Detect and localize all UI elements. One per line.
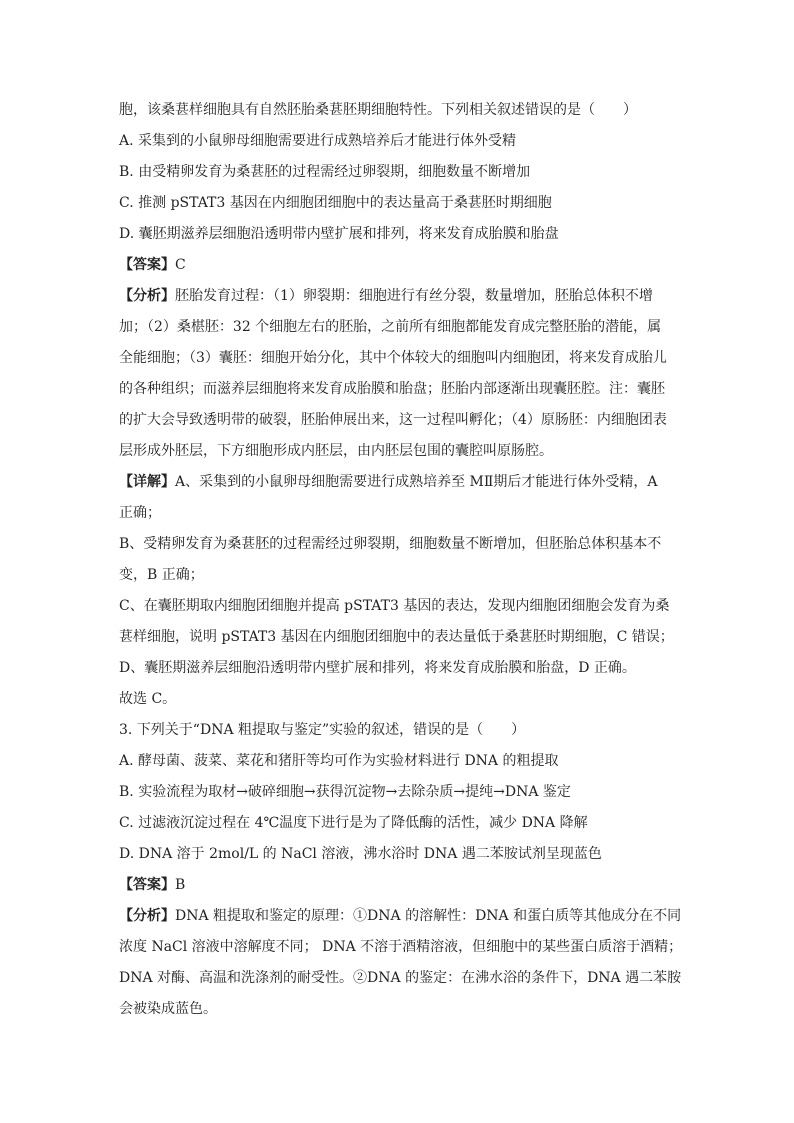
text-line <box>119 627 679 658</box>
text-line <box>119 596 679 627</box>
line-text: 会被染成蓝色。 <box>119 1001 217 1017</box>
section-tag: 【分析】 <box>119 288 175 304</box>
text-line <box>119 317 679 348</box>
line-text: B. 由受精卵发育为桑葚胚的过程需经过卵裂期，细胞数量不断增加 <box>119 164 531 180</box>
text-line <box>119 348 679 379</box>
line-text: A、采集到的小鼠卵母细胞需要进行成熟培养至 MⅡ期后才能进行体外受精，A <box>175 474 658 490</box>
text-line <box>119 689 679 720</box>
line-text: D. 囊胚期滋养层细胞沿透明带内壁扩展和排列，将来发育成胎膜和胎盘 <box>119 226 559 242</box>
line-text: 的各种组织；而滋养层细胞将来发育成胎膜和胎盘；胚胎内部逐渐出现囊胚腔。注：囊胚 <box>119 381 665 397</box>
line-text: C. 推测 pSTAT3 基因在内细胞团细胞中的表达量高于桑葚胚时期细胞 <box>119 195 552 211</box>
text-line <box>119 131 679 162</box>
line-text: 的扩大会导致透明带的破裂，胚胎伸展出来，这一过程叫孵化；（4）原肠胚：内细胞团表 <box>119 412 667 428</box>
section-tag: 【答案】 <box>119 877 175 893</box>
text-line <box>119 379 679 410</box>
text-line <box>119 968 682 999</box>
document-body <box>119 100 683 1030</box>
line-text: C <box>175 257 186 273</box>
text-line <box>119 813 679 844</box>
line-text: A. 酵母菌、菠菜、菜花和猪肝等均可作为实验材料进行 DNA 的粗提取 <box>119 753 559 769</box>
text-line <box>119 720 679 751</box>
text-line <box>119 565 679 596</box>
line-text: C. 过滤液沉淀过程在 4℃温度下进行是为了降低酶的活性，减少 DNA 降解 <box>119 815 588 831</box>
text-line <box>119 503 679 534</box>
line-text: 胚胎发育过程：（1）卵裂期：细胞进行有丝分裂，数量增加，胚胎总体积不增 <box>175 288 653 304</box>
line-text: D. DNA 溶于 2mol/L 的 NaCl 溶液，沸水浴时 DNA 遇二苯胺试剂呈现蓝色 <box>119 846 602 862</box>
line-text: 故选 C。 <box>119 691 177 707</box>
text-line <box>119 751 679 782</box>
text-line <box>119 255 679 286</box>
line-text: 全能细胞；（3）囊胚：细胞开始分化，其中个体较大的细胞叫内细胞团，将来发育成胎儿 <box>119 350 667 366</box>
section-tag: 【详解】 <box>119 474 175 490</box>
line-text: 正确； <box>119 505 161 521</box>
text-line <box>119 844 679 875</box>
line-text: D、囊胚期滋养层细胞沿透明带内壁扩展和排列，将来发育成胎膜和胎盘，D 正确。 <box>119 660 636 676</box>
line-text: B、受精卵发育为桑葚胚的过程需经过卵裂期，细胞数量不断增加，但胚胎总体积基本不 <box>119 536 662 552</box>
text-line <box>119 100 679 131</box>
text-line <box>119 937 683 968</box>
line-text: DNA 粗提取和鉴定的原理：①DNA 的溶解性：DNA 和蛋白质等其他成分在不同 <box>175 908 682 924</box>
text-line <box>119 410 679 441</box>
text-line <box>119 906 682 937</box>
section-tag: 【答案】 <box>119 257 175 273</box>
line-text: 层形成外胚层，下方细胞形成内胚层，由内胚层包围的囊腔叫原肠腔。 <box>119 443 553 459</box>
line-text: 3. 下列关于“DNA 粗提取与鉴定”实验的叙述，错误的是（ ） <box>119 722 526 738</box>
line-text: B. 实验流程为取材→破碎细胞→获得沉淀物→去除杂质→提纯→DNA 鉴定 <box>119 784 571 800</box>
line-text: 浓度 NaCl 溶液中溶解度不同； DNA 不溶于酒精溶液，但细胞中的某些蛋白质溶于酒精； <box>119 939 683 955</box>
line-text: 葚样细胞，说明 pSTAT3 基因在内细胞团细胞中的表达量低于桑葚胚时期细胞，C 错误； <box>119 629 674 645</box>
text-line <box>119 534 679 565</box>
text-line <box>119 472 679 503</box>
line-text: 变，B 正确； <box>119 567 204 583</box>
text-line <box>119 193 679 224</box>
text-line <box>119 224 679 255</box>
line-text: 加；（2）桑椹胚：32 个细胞左右的胚胎，之前所有细胞都能发育成完整胚胎的潜能，属 <box>119 319 662 335</box>
text-line <box>119 162 679 193</box>
text-line <box>119 286 679 317</box>
text-line <box>119 441 679 472</box>
line-text: C、在囊胚期取内细胞团细胞并提高 pSTAT3 基因的表达，发现内细胞团细胞会发育为桑 <box>119 598 670 614</box>
text-line <box>119 782 679 813</box>
text-line <box>119 999 679 1030</box>
line-text: 胞，该桑葚样细胞具有自然胚胎桑葚胚期细胞特性。下列相关叙述错误的是（ ） <box>119 102 637 118</box>
line-text: B <box>175 877 186 893</box>
text-line <box>119 658 679 689</box>
section-tag: 【分析】 <box>119 908 175 924</box>
text-line <box>119 875 679 906</box>
line-text: A. 采集到的小鼠卵母细胞需要进行成熟培养后才能进行体外受精 <box>119 133 517 149</box>
line-text: DNA 对酶、高温和洗涤剂的耐受性。②DNA 的鉴定：在沸水浴的条件下，DNA 遇二苯胺 <box>119 970 682 986</box>
